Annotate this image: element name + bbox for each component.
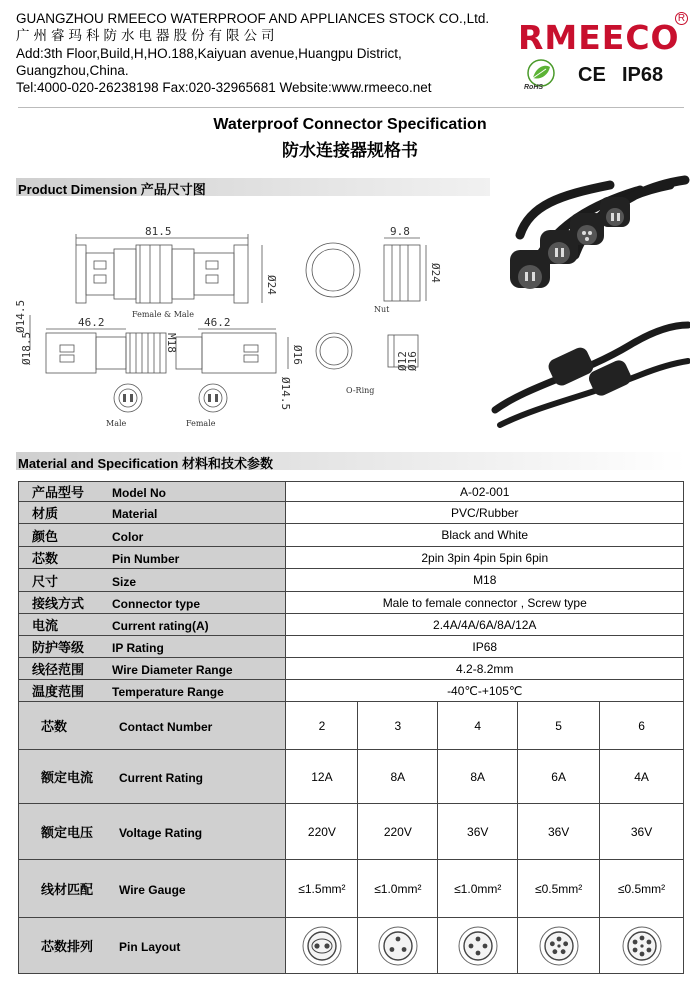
dim-dia18-5: Ø18.5 <box>20 331 33 365</box>
spec-row-current-rating: 电流 Current rating(A) 2.4A/4A/6A/8A/12A <box>19 614 684 636</box>
pin-layout-2-icon <box>300 924 344 968</box>
grid-row-wire-gauge: 线材匹配 Wire Gauge ≤1.5mm² ≤1.0mm² ≤1.0mm² ≤0.5mm² ≤0.5mm² <box>19 860 684 918</box>
pin-layout-5-icon <box>537 924 581 968</box>
dim-nut-width: 9.8 <box>390 225 410 238</box>
dim-dia16-b: Ø16 <box>406 351 419 371</box>
pin-layout-4-icon <box>456 924 500 968</box>
dimension-drawing <box>10 205 480 440</box>
company-name-cn: 广州睿玛科防水电器股份有限公司 <box>16 28 279 43</box>
address-line-1: Add:3th Floor,Build,H,HO.188,Kaiyuan avenue,Huangpu District, <box>16 46 402 61</box>
dim-dia24: Ø24 <box>265 275 278 295</box>
dim-dia12: Ø12 <box>396 351 409 371</box>
doc-title-cn: 防水连接器规格书 <box>282 141 418 160</box>
dim-dia14-5-top: Ø14.5 <box>14 299 27 333</box>
grid-row-pin-layout: 芯数排列 Pin Layout <box>19 918 684 974</box>
doc-title-en: Waterproof Connector Specification <box>213 116 487 133</box>
spec-table <box>18 481 684 974</box>
dim-female-length: 46.2 <box>78 316 105 329</box>
label-female-male: Female & Male <box>132 310 194 319</box>
grid-row-contact-number: 芯数 Contact Number 2 3 4 5 6 <box>19 702 684 750</box>
section-band-material <box>16 452 686 470</box>
grid-row-current-rating: 额定电流 Current Rating 12A 8A 8A 6A 4A <box>19 750 684 804</box>
label-female: Female <box>186 419 216 428</box>
spec-row-model: 产品型号 Model No A-02-001 <box>19 482 684 502</box>
dim-m18: M18 <box>165 333 178 353</box>
ip68-mark: IP68 <box>622 64 664 86</box>
dim-total-length: 81.5 <box>145 225 172 238</box>
pin-layout-3-icon <box>376 924 420 968</box>
label-nut: Nut <box>374 305 390 314</box>
ce-mark: CE <box>578 64 606 86</box>
spec-row-connector-type: 接线方式 Connector type Male to female connector , Screw type <box>19 592 684 614</box>
spec-row-material: 材质 Material PVC/Rubber <box>19 502 684 524</box>
spec-row-color: 颜色 Color Black and White <box>19 524 684 547</box>
dim-dia14-5-bottom: Ø14.5 <box>279 377 292 411</box>
label-male: Male <box>106 419 127 428</box>
section-title-dimension: Product Dimension 产品尺寸图 <box>18 182 206 197</box>
spec-row-temperature: 温度范围 Temperature Range -40℃-+105℃ <box>19 680 684 702</box>
section-title-material: Material and Specification 材料和技术参数 <box>18 456 273 471</box>
address-line-2: Guangzhou,China. <box>16 63 129 78</box>
pin-layout-6-icon <box>620 924 664 968</box>
dim-male-length: 46.2 <box>204 316 231 329</box>
spec-row-wire-diameter: 线径范围 Wire Diameter Range 4.2-8.2mm <box>19 658 684 680</box>
dim-dia16: Ø16 <box>291 345 304 365</box>
grid-row-voltage-rating: 额定电压 Voltage Rating 220V 220V 36V 36V 36V <box>19 804 684 860</box>
company-logo: RMEECO <box>518 18 680 57</box>
company-name-en: GUANGZHOU RMEECO WATERPROOF AND APPLIANCES STOCK CO.,Ltd. <box>16 11 490 26</box>
spec-row-pin-number: 芯数 Pin Number 2pin 3pin 4pin 5pin 6pin <box>19 547 684 569</box>
dim-nut-dia: Ø24 <box>429 263 442 283</box>
contact-line: Tel:4000-020-26238198 Fax:020-32965681 Website:www.rmeeco.net <box>16 80 432 95</box>
spec-row-ip-rating: 防护等级 IP Rating IP68 <box>19 636 684 658</box>
product-photo <box>490 175 690 440</box>
registered-mark: R <box>675 12 688 25</box>
rohs-label: RoHS <box>524 84 544 91</box>
label-o-ring: O-Ring <box>346 386 375 395</box>
spec-row-size: 尺寸 Size M18 <box>19 569 684 592</box>
